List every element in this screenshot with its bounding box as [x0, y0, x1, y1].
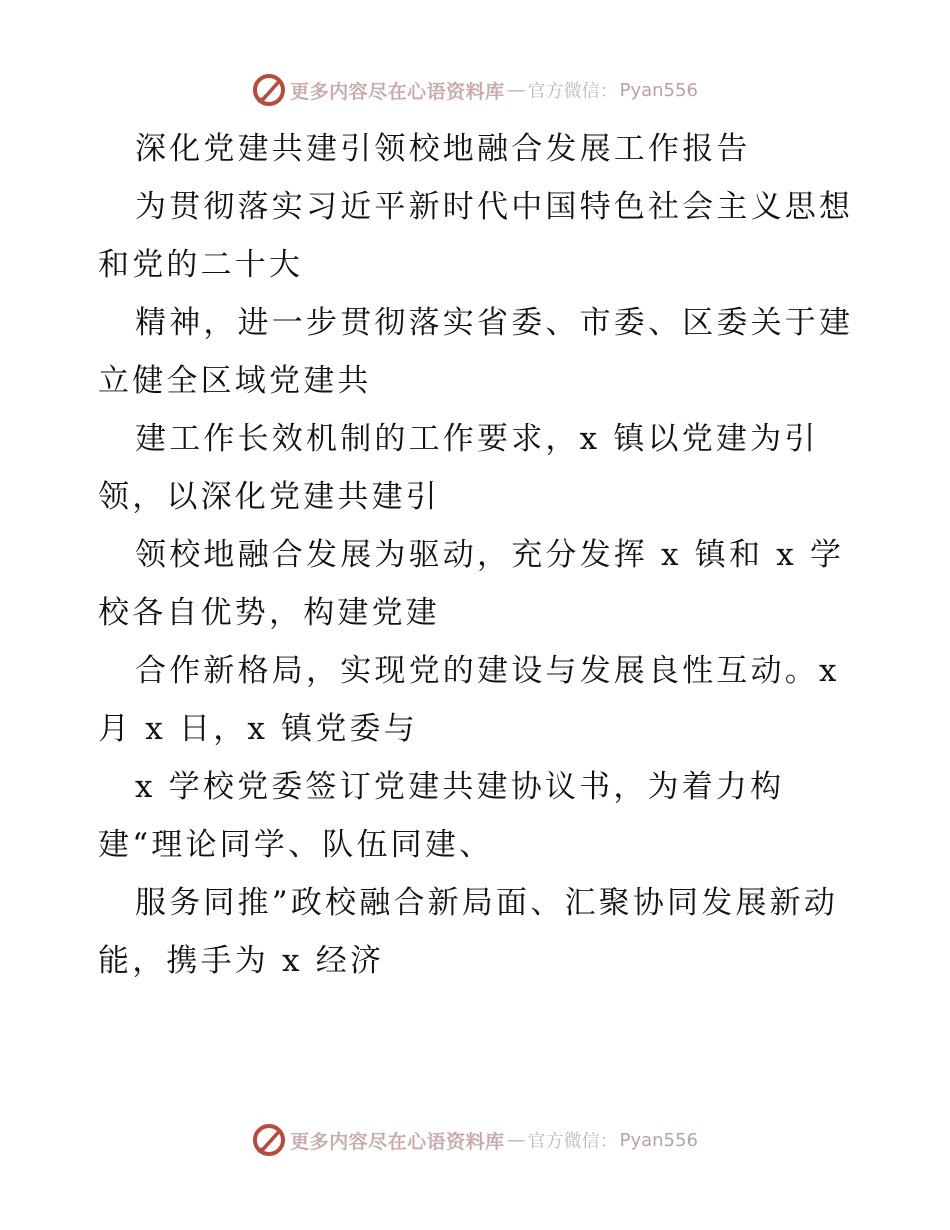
text-line: 精神，进一步贯彻落实省委、市委、区委关于建	[135, 305, 854, 341]
text-line: 领校地融合发展为驱动，充分发挥 x 镇和 x 学	[135, 537, 845, 573]
footer-watermark	[0, 1120, 950, 1160]
watermark-wechat-id: Pyan556	[619, 1129, 698, 1151]
text-line: 月 x 日，x 镇党委与	[98, 711, 418, 747]
watermark-wechat-label: 官方微信：	[527, 81, 618, 102]
text-line: 领，以深化党建共建引	[98, 479, 440, 515]
watermark-text: 更多内容尽在心语资料库	[290, 80, 505, 103]
quill-logo-icon	[252, 1123, 286, 1157]
watermark-text: 更多内容尽在心语资料库	[290, 1130, 505, 1153]
watermark-separator: —	[506, 1129, 526, 1151]
text-line: 立健全区域党建共	[98, 363, 372, 399]
text-line: 建“理论同学、队伍同建、	[98, 827, 494, 863]
document-title: 深化党建共建引领校地融合发展工作报告	[135, 131, 751, 167]
text-line: 服务同推”政校融合新局面、汇聚协同发展新动	[135, 885, 839, 921]
watermark-separator: —	[506, 79, 526, 101]
header-watermark	[0, 70, 950, 110]
text-line: 为贯彻落实习近平新时代中国特色社会主义思想	[135, 189, 854, 225]
text-line: 和党的二十大	[98, 247, 304, 283]
text-line: x 学校党委签订党建共建协议书，为着力构	[135, 769, 785, 805]
text-line: 能，携手为 x 经济	[98, 943, 385, 979]
text-line: 校各自优势，构建党建	[98, 595, 440, 631]
watermark-wechat-id: Pyan556	[619, 79, 698, 101]
text-line: 合作新格局，实现党的建设与发展良性互动。x	[135, 653, 840, 689]
quill-logo-icon	[252, 73, 286, 107]
text-line: 建工作长效机制的工作要求，x 镇以党建为引	[135, 421, 819, 457]
watermark-wechat-label: 官方微信：	[527, 1131, 618, 1152]
